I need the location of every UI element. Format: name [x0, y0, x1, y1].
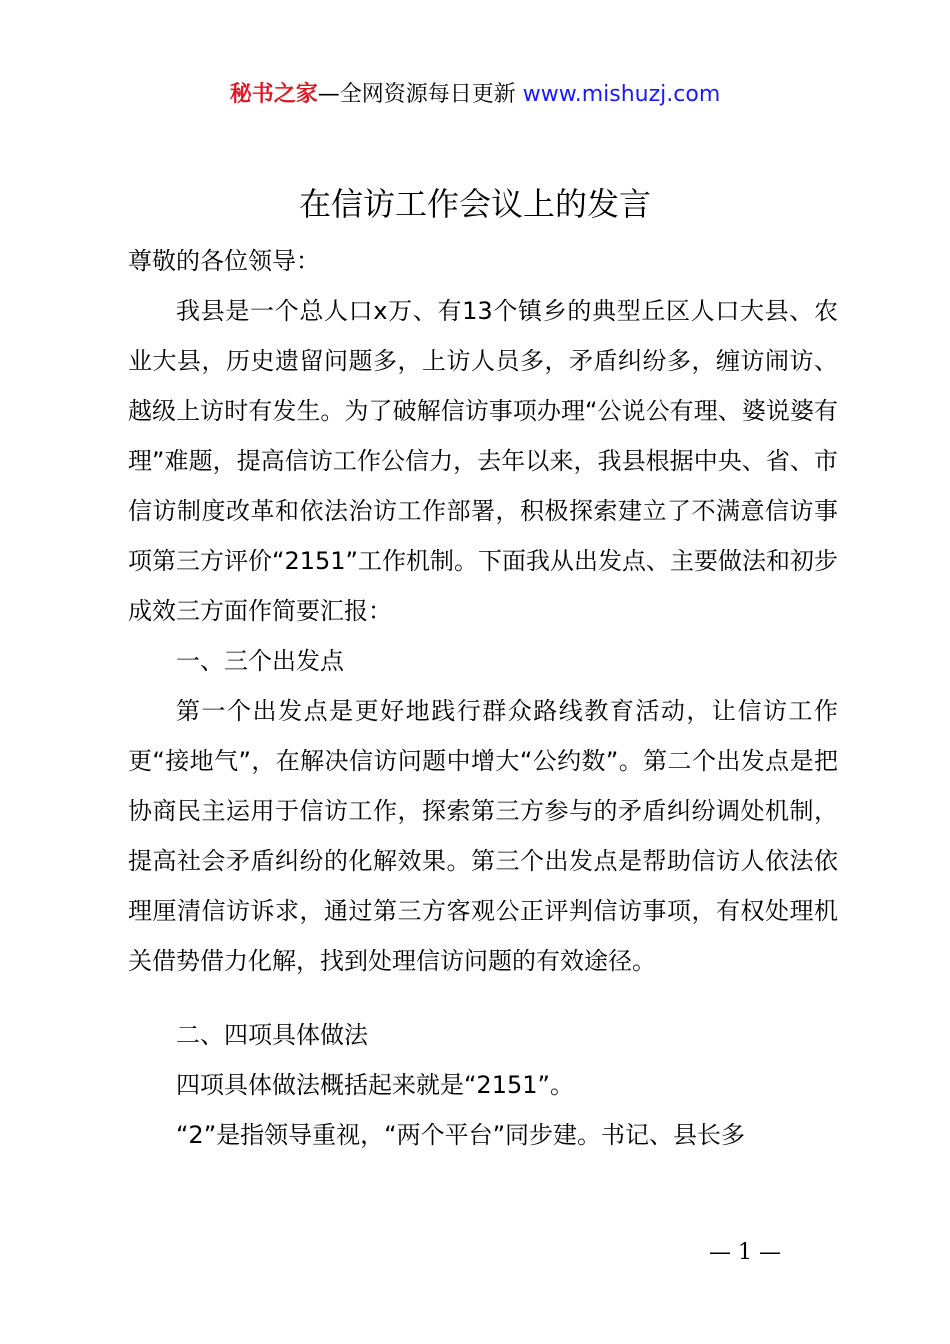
document-body	[128, 236, 838, 1160]
section-heading-1: 一、三个出发点	[176, 647, 344, 675]
site-brand: 秘书之家	[229, 82, 318, 107]
site-url[interactable]: www.mishuzj.com	[522, 82, 721, 107]
paragraph-intro: 我县是一个总人口x万、有13个镇乡的典型丘区人口大县、农业大县，历史遗留问题多，上访人员多，矛盾纠纷多，缠访闹访、越级上访时有发生。为了破解信访事项办理“公说公有理、婆说婆有理”难题，提高信访工作公信力，去年以来，我县根据中央、省、市信访制度改革和依法治访工作部署，积极探索建立了不满意信访事项第三方评价“2151”工作机制。下面我从出发点、主要做法和初步成效三方面作简要汇报：	[128, 297, 838, 625]
section-heading-2: 二、四项具体做法	[176, 1021, 368, 1049]
paragraph-summary-2151: 四项具体做法概括起来就是“2151”。	[176, 1071, 574, 1099]
document-title: 在信访工作会议上的发言	[298, 185, 651, 223]
paragraph-starting-points: 第一个出发点是更好地践行群众路线教育活动，让信访工作更“接地气”，在解决信访问题中增大“公约数”。第二个出发点是把协商民主运用于信访工作，探索第三方参与的矛盾纠纷调处机制，提高社会矛盾纠纷的化解效果。第三个出发点是帮助信访人依法依理厘清信访诉求，通过第三方客观公正评判信访事项，有权处理机关借势借力化解，找到处理信访问题的有效途径。	[128, 697, 838, 975]
paragraph-item-2: “2”是指领导重视，“两个平台”同步建。书记、县长多	[176, 1121, 746, 1149]
salutation: 尊敬的各位领导：	[128, 247, 320, 275]
site-banner	[0, 78, 950, 112]
site-slogan: —全网资源每日更新	[317, 82, 523, 107]
page-number: — 1 —	[709, 1240, 781, 1265]
